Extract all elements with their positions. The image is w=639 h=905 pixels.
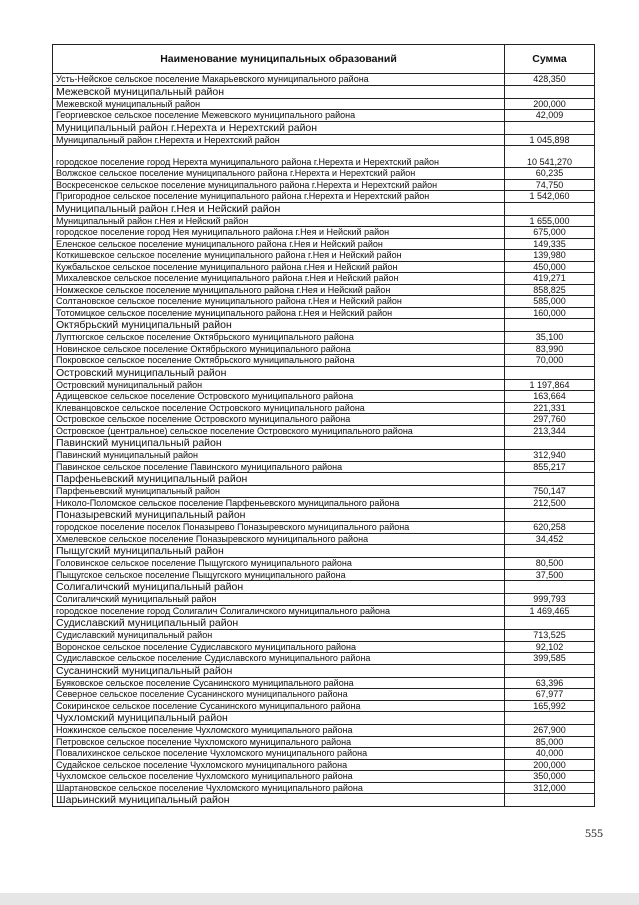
municipality-name-cell: Шартановское сельское поселение Чухломского муниципального района [53,782,505,794]
table-body [53,74,595,807]
table-row [53,641,595,653]
municipality-name-cell: городское поселение город Нерехта муниципального района г.Нерехта и Нерехтский район [53,146,505,168]
municipality-name-cell: Солтановское сельское поселение муниципального района г.Нея и Нейский район [53,296,505,308]
section-heading-row [53,473,595,486]
table-row [53,110,595,122]
amount-cell: 428,350 [505,74,595,86]
amount-cell: 750,147 [505,486,595,498]
amount-cell: 34,452 [505,533,595,545]
table-row [53,391,595,403]
table-row [53,533,595,545]
section-name-cell: Межевской муниципальный район [53,85,505,98]
section-name-cell: Сусанинский муниципальный район [53,664,505,677]
section-heading-row [53,794,595,807]
amount-cell: 399,585 [505,653,595,665]
amount-cell: 620,258 [505,522,595,534]
header-amount: Сумма [505,45,595,74]
amount-cell: 1 542,060 [505,191,595,203]
amount-cell: 160,000 [505,307,595,319]
section-name-cell: Муниципальный район г.Нерехта и Нерехтский район [53,121,505,134]
table-row [53,379,595,391]
section-name-cell: Парфеньевский муниципальный район [53,473,505,486]
amount-cell: 1 045,898 [505,134,595,146]
amount-cell: 165,992 [505,700,595,712]
municipality-name-cell: Межевской муниципальный район [53,98,505,110]
amount-cell: 40,000 [505,748,595,760]
amount-cell [505,85,595,98]
municipality-name-cell: Усть-Нейское сельское поселение Макарьевского муниципального района [53,74,505,86]
section-name-cell: Островский муниципальный район [53,366,505,379]
table-row [53,179,595,191]
section-name-cell: Чухломский муниципальный район [53,712,505,725]
municipality-name-cell: Воскресенское сельское поселение муниципального района г.Нерехта и Нерехтский район [53,179,505,191]
section-name-cell: Пыщугский муниципальный район [53,545,505,558]
table-header-row [53,45,595,74]
municipality-name-cell: Номжеское сельское поселение муниципального района г.Нея и Нейский район [53,284,505,296]
municipality-name-cell: Георгиевское сельское поселение Межевского муниципального района [53,110,505,122]
municipality-name-cell: Муниципальный район г.Нея и Нейский район [53,215,505,227]
amount-cell: 35,100 [505,332,595,344]
amount-cell: 585,000 [505,296,595,308]
municipality-name-cell: городское поселение поселок Поназырево Поназыревского муниципального района [53,522,505,534]
table-row [53,134,595,146]
amount-cell: 1 197,864 [505,379,595,391]
municipality-name-cell: Петровское сельское поселение Чухломского муниципального района [53,736,505,748]
municipality-name-cell: Новинское сельское поселение Октябрьского муниципального района [53,343,505,355]
amount-cell: 1 469,465 [505,605,595,617]
municipality-name-cell: Павинское сельское поселение Павинского муниципального района [53,461,505,473]
amount-cell: 37,500 [505,569,595,581]
amount-cell: 312,000 [505,782,595,794]
municipality-name-cell: Сокиринское сельское поселение Сусанинского муниципального района [53,700,505,712]
table-row [53,273,595,285]
table-row [53,461,595,473]
table-row [53,284,595,296]
amount-cell [505,794,595,807]
amount-cell: 858,825 [505,284,595,296]
section-name-cell: Судиславский муниципальный район [53,617,505,630]
municipality-name-cell: городское поселение город Нея муниципального района г.Нея и Нейский район [53,227,505,239]
section-heading-row [53,319,595,332]
table-row [53,736,595,748]
section-name-cell: Павинский муниципальный район [53,437,505,450]
table-row [53,332,595,344]
amount-cell [505,712,595,725]
amount-cell: 213,344 [505,425,595,437]
amount-cell [505,319,595,332]
amount-cell: 80,500 [505,558,595,570]
table-row [53,215,595,227]
table-row [53,605,595,617]
municipality-name-cell: Пригородное сельское поселение муниципального района г.Нерехта и Нерехтский район [53,191,505,203]
municipality-name-cell: Повалихинское сельское поселение Чухломского муниципального района [53,748,505,760]
municipality-name-cell: Адищевское сельское поселение Островского муниципального района [53,391,505,403]
amount-cell [505,121,595,134]
municipality-name-cell: Павинский муниципальный район [53,450,505,462]
table-row [53,425,595,437]
amount-cell [505,545,595,558]
municipality-name-cell: Островский муниципальный район [53,379,505,391]
table-row [53,450,595,462]
table-row [53,653,595,665]
municipality-name-cell: Тотомицкое сельское поселение муниципального района г.Нея и Нейский район [53,307,505,319]
amount-cell: 67,977 [505,689,595,701]
amount-cell: 675,000 [505,227,595,239]
table-row [53,168,595,180]
table-row [53,98,595,110]
municipality-name-cell: Судайское сельское поселение Чухломского муниципального района [53,759,505,771]
header-name: Наименование муниципальных образований [53,45,505,74]
amount-cell [505,437,595,450]
amount-cell: 42,009 [505,110,595,122]
amount-cell: 85,000 [505,736,595,748]
amount-cell: 221,331 [505,402,595,414]
amount-cell [505,581,595,594]
municipality-name-cell: Клеванцовское сельское поселение Островского муниципального района [53,402,505,414]
amount-cell: 1 655,000 [505,215,595,227]
amount-cell: 70,000 [505,355,595,367]
section-name-cell: Солигаличский муниципальный район [53,581,505,594]
amount-cell [505,617,595,630]
municipality-name-cell: Покровское сельское поселение Октябрьского муниципального района [53,355,505,367]
amount-cell: 267,900 [505,725,595,737]
amount-cell: 297,760 [505,414,595,426]
table-row [53,238,595,250]
amount-cell [505,202,595,215]
municipality-name-cell: Николо-Поломское сельское поселение Парфеньевского муниципального района [53,497,505,509]
table-row [53,261,595,273]
page-number: 555 [585,826,603,840]
section-heading-row [53,85,595,98]
section-name-cell: Поназыревский муниципальный район [53,509,505,522]
section-heading-row [53,121,595,134]
scan-edge-strip [0,893,639,905]
municipality-name-cell: Волжское сельское поселение муниципального района г.Нерехта и Нерехтский район [53,168,505,180]
municipality-name-cell: Островское сельское поселение Островского муниципального района [53,414,505,426]
amount-cell: 74,750 [505,179,595,191]
table-row [53,569,595,581]
municipality-name-cell: Судиславский муниципальный район [53,630,505,642]
amount-cell: 10 541,270 [505,146,595,168]
amount-cell: 713,525 [505,630,595,642]
municipality-name-cell: Пыщугское сельское поселение Пыщугского муниципального района [53,569,505,581]
municipality-name-cell: Чухломское сельское поселение Чухломского муниципального района [53,771,505,783]
section-heading-row [53,437,595,450]
amount-cell: 312,940 [505,450,595,462]
amount-cell: 139,980 [505,250,595,262]
municipality-name-cell: Солигаличский муниципальный район [53,594,505,606]
municipality-name-cell: Луптюгское сельское поселение Октябрьского муниципального района [53,332,505,344]
amount-cell: 999,793 [505,594,595,606]
table-row [53,307,595,319]
amount-cell: 212,500 [505,497,595,509]
amount-cell: 200,000 [505,98,595,110]
table-row [53,402,595,414]
amount-cell: 163,664 [505,391,595,403]
table-row [53,771,595,783]
table-row [53,227,595,239]
amount-cell: 200,000 [505,759,595,771]
amount-cell: 855,217 [505,461,595,473]
table-row [53,700,595,712]
table-row [53,191,595,203]
municipality-name-cell: Хмелевское сельское поселение Поназыревского муниципального района [53,533,505,545]
table-row [53,630,595,642]
municipal-amounts-table [52,44,595,807]
amount-cell [505,473,595,486]
section-heading-row [53,509,595,522]
municipality-name-cell: Головинское сельское поселение Пыщугского муниципального района [53,558,505,570]
table-row [53,689,595,701]
table-row [53,414,595,426]
table-row [53,250,595,262]
municipality-name-cell: Судиславское сельское поселение Судиславского муниципального района [53,653,505,665]
amount-cell: 149,335 [505,238,595,250]
municipality-name-cell: Муниципальный район г.Нерехта и Нерехтский район [53,134,505,146]
section-heading-row [53,366,595,379]
section-heading-row [53,712,595,725]
section-heading-row [53,617,595,630]
table-row [53,296,595,308]
section-heading-row [53,664,595,677]
amount-cell: 419,271 [505,273,595,285]
amount-cell [505,366,595,379]
table-row [53,355,595,367]
table-row [53,146,595,168]
section-name-cell: Муниципальный район г.Нея и Нейский район [53,202,505,215]
table-row [53,748,595,760]
table-row [53,677,595,689]
table-row [53,74,595,86]
amount-cell: 63,396 [505,677,595,689]
municipality-name-cell: Еленское сельское поселение муниципального района г.Нея и Нейский район [53,238,505,250]
municipality-name-cell: Коткишевское сельское поселение муниципального района г.Нея и Нейский район [53,250,505,262]
table-row [53,759,595,771]
municipality-name-cell: Буяковское сельское поселение Сусанинского муниципального района [53,677,505,689]
table-row [53,522,595,534]
section-heading-row [53,202,595,215]
section-name-cell: Октябрьский муниципальный район [53,319,505,332]
table-row [53,558,595,570]
table-row [53,782,595,794]
municipality-name-cell: Северное сельское поселение Сусанинского муниципального района [53,689,505,701]
table-row [53,594,595,606]
municipality-name-cell: городское поселение город Солигалич Солигаличского муниципального района [53,605,505,617]
amount-cell: 83,990 [505,343,595,355]
municipality-name-cell: Воронское сельское поселение Судиславского муниципального района [53,641,505,653]
municipality-name-cell: Михалевское сельское поселение муниципального района г.Нея и Нейский район [53,273,505,285]
table-row [53,486,595,498]
municipality-name-cell: Кужбальское сельское поселение муниципального района г.Нея и Нейский район [53,261,505,273]
municipality-name-cell: Островское (центральное) сельское поселение Островского муниципального района [53,425,505,437]
amount-cell: 350,000 [505,771,595,783]
table-row [53,725,595,737]
municipality-name-cell: Ножкинское сельское поселение Чухломского муниципального района [53,725,505,737]
amount-cell: 60,235 [505,168,595,180]
amount-cell [505,509,595,522]
amount-cell: 92,102 [505,641,595,653]
table-row [53,343,595,355]
table-row [53,497,595,509]
section-heading-row [53,581,595,594]
amount-cell: 450,000 [505,261,595,273]
municipality-name-cell: Парфеньевский муниципальный район [53,486,505,498]
section-heading-row [53,545,595,558]
section-name-cell: Шарьинский муниципальный район [53,794,505,807]
amount-cell [505,664,595,677]
